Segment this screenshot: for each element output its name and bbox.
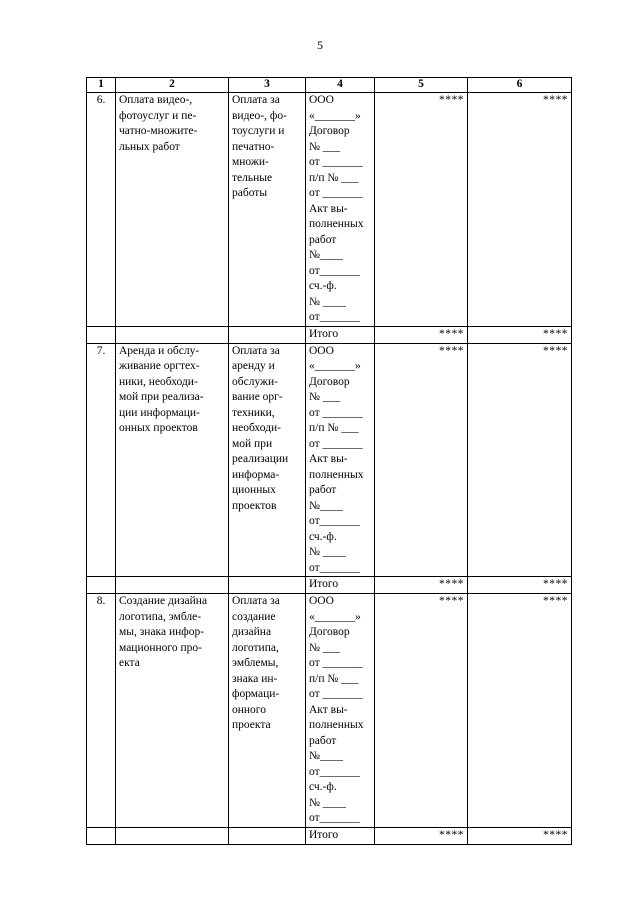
table-row	[87, 93, 572, 327]
cell-line: фотоуслуг и пе-	[119, 109, 197, 122]
cell-line: №____	[309, 750, 343, 762]
cell-line: логотипа,	[232, 641, 279, 654]
cell-line: п/п № ___	[309, 672, 359, 685]
empty-cell	[229, 827, 306, 844]
total-label: Итого	[306, 577, 375, 594]
table-row	[87, 343, 572, 577]
empty-cell	[229, 577, 306, 594]
total-amount-5: ****	[375, 326, 468, 343]
cell-line: сч.-ф.	[309, 781, 337, 793]
payment-cell	[229, 594, 306, 828]
total-row	[87, 577, 572, 594]
cell-line: Договор	[309, 626, 350, 638]
header-cell: 4	[306, 78, 375, 93]
cell-line: работ	[309, 233, 337, 246]
cell-line: создание	[232, 610, 276, 623]
cell-line: «_______»	[309, 610, 361, 623]
cell-line: печатно-	[232, 140, 275, 153]
empty-cell	[116, 577, 229, 594]
cell-line: Оплата за	[232, 344, 280, 357]
cell-line: от_______	[309, 765, 360, 778]
cell-line: формаци-	[232, 688, 280, 700]
cell-line: ООО	[309, 595, 334, 607]
cell-line: чатно-множите-	[119, 125, 198, 137]
row-number: 7.	[87, 343, 116, 577]
cell-line: «_______»	[309, 360, 361, 372]
cell-line: проекта	[232, 719, 271, 731]
total-amount-5: ****	[375, 827, 468, 844]
cell-line: эмблемы,	[232, 657, 279, 669]
total-amount-6: ****	[468, 326, 572, 343]
total-amount-6: ****	[468, 577, 572, 594]
cell-line: ООО	[309, 94, 334, 106]
cell-line: мационного про-	[119, 641, 202, 654]
description-cell	[116, 343, 229, 577]
amount-cell-5: ****	[375, 343, 468, 577]
empty-cell	[229, 326, 306, 343]
cell-line: живание оргтех-	[119, 360, 200, 372]
amount-cell-5: ****	[375, 594, 468, 828]
cell-line: проектов	[232, 499, 277, 512]
cell-line: от _______	[309, 406, 363, 419]
cell-line: от _______	[309, 156, 363, 168]
documents-cell	[306, 343, 375, 577]
cell-line: аренду и	[232, 360, 275, 372]
row-number: 8.	[87, 594, 116, 828]
cell-line: тоуслуги и	[232, 125, 285, 137]
amount-cell-5: ****	[375, 93, 468, 327]
cell-line: Акт вы-	[309, 703, 348, 716]
expense-table	[86, 77, 572, 845]
cell-line: Акт вы-	[309, 202, 348, 215]
row-number: 6.	[87, 93, 116, 327]
cell-line: № ____	[309, 295, 346, 308]
page-number: 5	[317, 38, 323, 52]
payment-cell	[229, 343, 306, 577]
header-row	[87, 78, 572, 93]
cell-line: екта	[119, 657, 140, 669]
header-cell: 5	[375, 78, 468, 93]
cell-line: №____	[309, 499, 343, 512]
cell-line: дизайна	[232, 626, 272, 638]
cell-line: работ	[309, 734, 337, 747]
description-cell	[116, 93, 229, 327]
cell-line: сч.-ф.	[309, 530, 337, 543]
cell-line: от _______	[309, 437, 363, 450]
total-amount-5: ****	[375, 577, 468, 594]
cell-line: полненных	[309, 218, 364, 230]
cell-line: ники, необходи-	[119, 375, 198, 388]
cell-line: от_______	[309, 515, 360, 527]
total-label: Итого	[306, 827, 375, 844]
cell-line: от _______	[309, 657, 363, 669]
cell-line: льных работ	[119, 140, 180, 153]
amount-cell-6: ****	[468, 343, 572, 577]
total-row	[87, 326, 572, 343]
cell-line: онных проектов	[119, 422, 198, 434]
cell-line: Оплата видео-,	[119, 94, 193, 106]
cell-line: онного	[232, 703, 266, 716]
cell-line: от_______	[309, 311, 360, 323]
cell-line: ООО	[309, 344, 334, 357]
cell-line: работы	[232, 187, 268, 199]
cell-line: от_______	[309, 264, 360, 277]
empty-cell	[116, 827, 229, 844]
cell-line: мой при реализа-	[119, 391, 204, 403]
header-cell: 2	[116, 78, 229, 93]
header-cell: 1	[87, 78, 116, 93]
cell-line: сч.-ф.	[309, 280, 337, 292]
cell-line: информа-	[232, 468, 280, 481]
cell-line: мы, знака инфор-	[119, 626, 205, 638]
cell-line: п/п № ___	[309, 171, 359, 184]
cell-line: тельные	[232, 171, 273, 184]
cell-line: № ___	[309, 391, 341, 403]
cell-line: техники,	[232, 406, 275, 419]
cell-line: множи-	[232, 156, 269, 168]
cell-line: реализации	[232, 453, 289, 465]
cell-line: вание орг-	[232, 391, 283, 403]
cell-line: п/п № ___	[309, 422, 359, 434]
header-cell: 3	[229, 78, 306, 93]
empty-cell	[87, 577, 116, 594]
cell-line: Акт вы-	[309, 453, 348, 465]
cell-line: от_______	[309, 812, 360, 824]
cell-line: от _______	[309, 688, 363, 700]
cell-line: полненных	[309, 719, 364, 731]
header-cell: 6	[468, 78, 572, 93]
payment-cell	[229, 93, 306, 327]
table-body	[87, 78, 572, 845]
documents-cell	[306, 594, 375, 828]
cell-line: «_______»	[309, 109, 361, 122]
cell-line: видео-, фо-	[232, 109, 287, 122]
cell-line: Создание дизайна	[119, 595, 208, 607]
cell-line: логотипа, эмбле-	[119, 610, 202, 623]
amount-cell-6: ****	[468, 93, 572, 327]
total-label: Итого	[306, 326, 375, 343]
empty-cell	[87, 326, 116, 343]
cell-line: № ___	[309, 641, 341, 654]
cell-line: Договор	[309, 375, 350, 388]
cell-line: № ____	[309, 796, 346, 809]
description-cell	[116, 594, 229, 828]
empty-cell	[87, 827, 116, 844]
cell-line: № ____	[309, 546, 346, 558]
table-row	[87, 594, 572, 828]
cell-line: Оплата за	[232, 94, 280, 106]
cell-line: Договор	[309, 125, 350, 137]
cell-line: №____	[309, 249, 343, 261]
cell-line: обслужи-	[232, 375, 278, 388]
cell-line: Аренда и обслу-	[119, 344, 200, 357]
total-amount-6: ****	[468, 827, 572, 844]
total-row	[87, 827, 572, 844]
amount-cell-6: ****	[468, 594, 572, 828]
cell-line: работ	[309, 484, 337, 496]
empty-cell	[116, 326, 229, 343]
cell-line: необходи-	[232, 422, 281, 434]
cell-line: ционных	[232, 484, 276, 496]
cell-line: знака ин-	[232, 672, 278, 685]
cell-line: полненных	[309, 468, 364, 481]
cell-line: от_______	[309, 561, 360, 574]
cell-line: № ___	[309, 140, 341, 153]
cell-line: от _______	[309, 187, 363, 199]
cell-line: мой при	[232, 437, 273, 450]
cell-line: ции информаци-	[119, 406, 200, 419]
documents-cell	[306, 93, 375, 327]
cell-line: Оплата за	[232, 595, 280, 607]
